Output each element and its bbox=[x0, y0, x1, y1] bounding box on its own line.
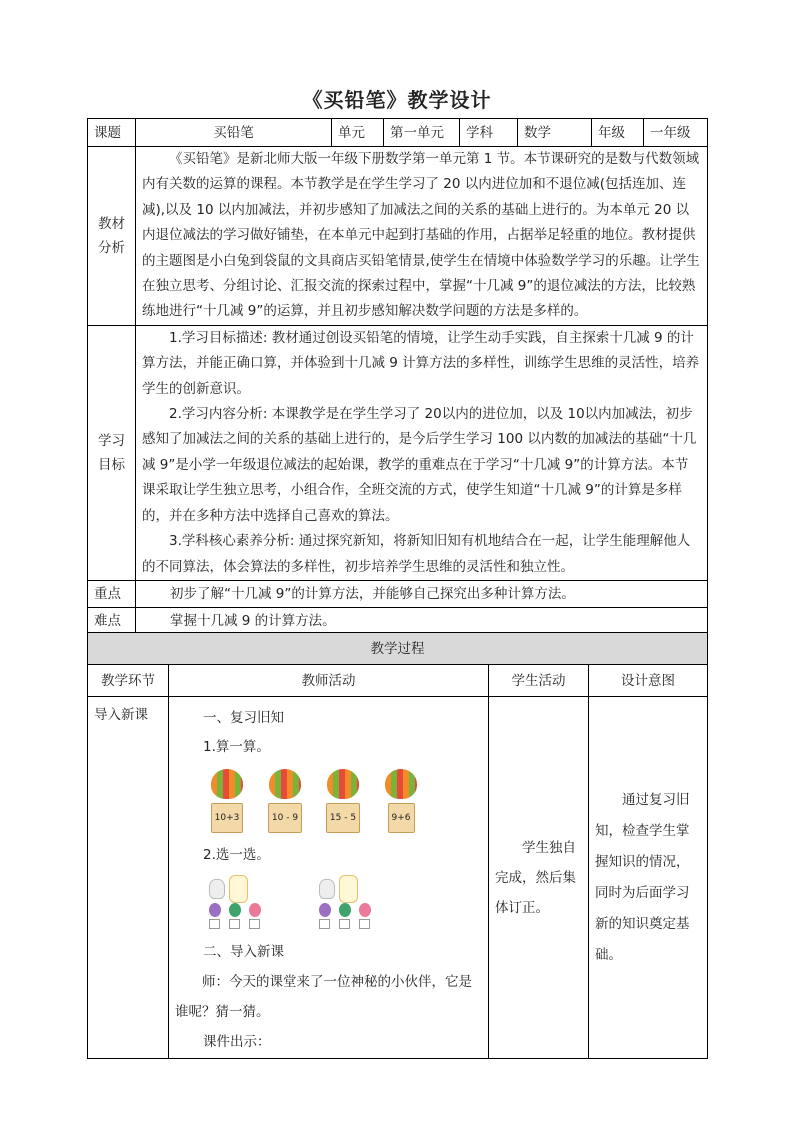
rabbit-line bbox=[209, 875, 261, 903]
answer-box bbox=[229, 919, 240, 929]
answer-box bbox=[359, 919, 370, 929]
grade-label: 年级 bbox=[592, 119, 644, 147]
rabbit-icon bbox=[319, 879, 335, 899]
choose-heading: 2.选一选。 bbox=[203, 847, 270, 863]
choose-group bbox=[319, 875, 371, 929]
textbook-analysis-label bbox=[88, 147, 136, 326]
col-design: 设计意图 bbox=[589, 665, 708, 697]
subject-value: 数学 bbox=[518, 119, 592, 147]
process-header-row bbox=[88, 633, 708, 665]
balloon-icon bbox=[249, 903, 261, 917]
grade-value: 一年级 bbox=[644, 119, 708, 147]
label-line-1: 学习 bbox=[98, 432, 125, 449]
teaching-process-table bbox=[87, 632, 708, 1059]
rabbit-line bbox=[319, 875, 371, 903]
intro-heading: 二、导入新课 bbox=[203, 944, 284, 960]
balloon bbox=[209, 769, 245, 833]
answer-box bbox=[209, 919, 220, 929]
hot-air-balloon-icon bbox=[211, 769, 243, 799]
balloon-expression: 10+3 bbox=[211, 803, 244, 833]
goal-paragraph-1: 1.学习目标描述: 教材通过创设买铅笔的情境，让学生动手实践，自主探索十几减 9 的计算方法，并能正确口算，并体验到十几减 9 计算方法的多样性，训练学生思维的灵活性，培养学生的创新意识。 bbox=[142, 329, 700, 397]
teacher-question: 师：今天的课堂来了一位神秘的小伙伴，它是谁呢？猜一猜。 bbox=[175, 974, 472, 1020]
design-intent-text: 通过复习旧知，检查学生掌握知识的情况，同时为后面学习新的知识奠定基础。 bbox=[595, 791, 690, 963]
process-column-row bbox=[88, 665, 708, 697]
answer-box bbox=[319, 919, 330, 929]
col-teacher: 教师活动 bbox=[169, 665, 489, 697]
textbook-analysis-paragraph: 《买铅笔》是新北师大版一年级下册数学第一单元第 1 节。本节课研究的是数与代数领域内有关数的运算的课程。本节教学是在学生学习了 20 以内进位加和不退位减(包括连加、连减),以及 10 以内加减法，并初步感知了加减法之间的关系的基础上进行的。为本单元 20 以内退位减法的学习做好铺垫，在本单元中起到打基础的作用，占据举足轻重的地位。教材提供的主题图是小白兔到袋鼠的文具商店买铅笔情景,使学生在情境中体验数学学习的乐趣。让学生在独立思考、分组讨论、汇报交流的探索过程中，掌握“十几减 9”的退位减法的方法，比较熟练地进行“十几减 9”的运算，并且初步感知解决数学问题的方法是多样的。 bbox=[142, 151, 700, 320]
hot-air-balloon-icon bbox=[327, 769, 359, 799]
key-point-row bbox=[88, 580, 708, 607]
key-point-label: 重点 bbox=[88, 580, 136, 607]
process-row bbox=[88, 697, 708, 1059]
learning-goals-text bbox=[136, 325, 708, 580]
course-value: 买铅笔 bbox=[136, 119, 332, 147]
small-balloon bbox=[209, 903, 221, 929]
stage-cell: 导入新课 bbox=[88, 697, 169, 1059]
course-label: 课题 bbox=[88, 119, 136, 147]
rabbit-icon bbox=[209, 879, 225, 899]
unit-label: 单元 bbox=[332, 119, 384, 147]
col-student: 学生活动 bbox=[489, 665, 589, 697]
difficulty-text: 掌握十几减 9 的计算方法。 bbox=[136, 607, 708, 634]
lesson-info-table bbox=[87, 118, 708, 635]
balloon-row bbox=[209, 769, 482, 833]
label-line-2: 分析 bbox=[98, 239, 125, 256]
answer-box bbox=[249, 919, 260, 929]
info-row bbox=[88, 119, 708, 147]
choose-group bbox=[209, 875, 261, 929]
courseware-label: 课件出示： bbox=[203, 1034, 271, 1050]
design-intent-cell bbox=[589, 697, 708, 1059]
speech-bubble-icon bbox=[229, 875, 248, 903]
label-line-2: 目标 bbox=[98, 456, 125, 473]
col-stage: 教学环节 bbox=[88, 665, 169, 697]
student-activity-cell bbox=[489, 697, 589, 1059]
balloon-icon bbox=[229, 903, 241, 917]
label-line-1: 教材 bbox=[98, 215, 125, 232]
balloon-icon bbox=[339, 903, 351, 917]
page-title: 《买铅笔》教学设计 bbox=[302, 88, 492, 112]
student-activity-text: 学生独自完成，然后集体订正。 bbox=[495, 839, 576, 916]
small-balloon bbox=[339, 903, 351, 929]
key-point-text: 初步了解“十几减 9”的计算方法，并能够自己探究出多种计算方法。 bbox=[136, 580, 708, 607]
balloon-icon bbox=[319, 903, 331, 917]
learning-goals-row bbox=[88, 325, 708, 580]
balloon-expression: 9+6 bbox=[388, 803, 415, 833]
difficulty-label: 难点 bbox=[88, 607, 136, 634]
review-heading: 一、复习旧知 bbox=[203, 710, 284, 726]
balloon-expression: 10 - 9 bbox=[268, 803, 302, 833]
unit-value: 第一单元 bbox=[384, 119, 460, 147]
small-balloons bbox=[319, 903, 371, 929]
hot-air-balloon-icon bbox=[385, 769, 417, 799]
goal-paragraph-2: 2.学习内容分析: 本课教学是在学生学习了 20以内的进位加，以及 10以内加减法，初步感知了加减法之间的关系的基础上进行的，是今后学生学习 100 以内数的加减法的基础“十几减 9”是小学一年级退位减法的起始课，教学的重难点在于学习“十几减 9”的计算方法。本节课采取让学生独立思考，小组合作，全班交流的方式，使学生知道“十几减 9”的计算是多样的，并在多种方法中选择自己喜欢的算法。 bbox=[142, 406, 697, 524]
teacher-activity-cell bbox=[169, 697, 489, 1059]
textbook-analysis-text bbox=[136, 147, 708, 326]
process-header: 教学过程 bbox=[88, 633, 708, 665]
small-balloons bbox=[209, 903, 261, 929]
hot-air-balloon-icon bbox=[269, 769, 301, 799]
choose-illustrations bbox=[209, 875, 482, 929]
balloon-expression: 15 - 5 bbox=[326, 803, 360, 833]
learning-goals-label bbox=[88, 325, 136, 580]
textbook-analysis-row bbox=[88, 147, 708, 326]
subject-label: 学科 bbox=[460, 119, 518, 147]
small-balloon bbox=[319, 903, 331, 929]
difficulty-row bbox=[88, 607, 708, 634]
small-balloon bbox=[359, 903, 371, 929]
calc-heading: 1.算一算。 bbox=[203, 739, 270, 755]
answer-box bbox=[339, 919, 350, 929]
small-balloon bbox=[229, 903, 241, 929]
speech-bubble-icon bbox=[339, 875, 358, 903]
balloon bbox=[325, 769, 361, 833]
balloon bbox=[267, 769, 303, 833]
small-balloon bbox=[249, 903, 261, 929]
balloon bbox=[383, 769, 419, 833]
goal-paragraph-3: 3.学科核心素养分析: 通过探究新知，将新知旧知有机地结合在一起，让学生能理解他人的不同算法，体会算法的多样性，初步培养学生思维的灵活性和独立性。 bbox=[142, 533, 691, 575]
balloon-icon bbox=[359, 903, 371, 917]
balloon-icon bbox=[209, 903, 221, 917]
